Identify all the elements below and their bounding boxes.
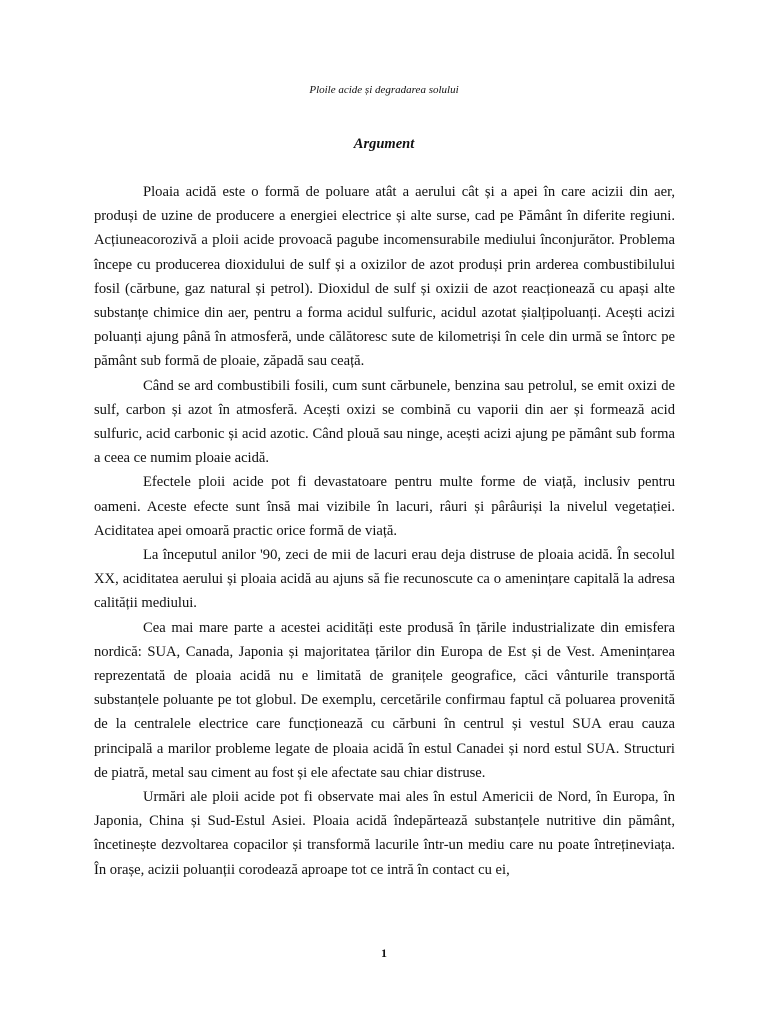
paragraph: Urmări ale ploii acide pot fi observate mai ales în estul Americii de Nord, în Europa, în Japonia, China și Sud-Estul Asiei. Ploaia acidă îndepărtează substanțele nutritive din pământ, încetinește dezvoltarea copacilor și transformă lacurile într-un mediu care nu poate întrețineviața. În orașe, acizii poluanții corodează aproape tot ce intră în contact cu ei, (94, 789, 675, 878)
body-text (94, 180, 675, 882)
running-header: Ploile acide și degradarea solului (309, 84, 459, 96)
paragraph: Când se ard combustibili fosili, cum sunt cărbunele, benzina sau petrolul, se emit oxizi de sulf, carbon și azot în atmosferă. Acești oxizi se combină cu vaporii din aer și formează acid sulfuric, acid carbonic și acid azotic. Când plouă sau ninge, acești acizi ajung pe pământ sub forma a ceea ce numim ploaie acidă. (94, 377, 675, 467)
paragraph: Ploaia acidă este o formă de poluare atât a aerului cât și a apei în care acizii din aer, produși de uzine de producere a energiei electrice și alte surse, cad pe Pământ în diferite regiuni. Acțiuneacorozivă a ploii acide provoacă pagube incomensurabile mediului înconjurător. Problema începe cu producerea dioxidului de sulf și a oxizilor de azot produși prin arderea combustibilului fosil (cărbune, gaz natural și petrol). Dioxidul de sulf și oxizii de azot reacționează cu apași alte substanțe chimice din aer, pentru a forma acidul sulfuric, acidul azotat șialțipoluanți. Acești acizi poluanți ajung până în atmosferă, unde călătoresc sute de kilometriși în cele din urmă se întorc pe pământ sub formă de ploaie, zăpadă sau ceață. (94, 184, 675, 370)
page-number: 1 (381, 946, 387, 960)
document-title: Argument (353, 136, 415, 152)
paragraph: La începutul anilor '90, zeci de mii de lacuri erau deja distruse de ploaia acidă. În secolul XX, aciditatea aerului și ploaia acidă au ajuns să fie recunoscute ca o amenințare capitală la adresa calității mediului. (94, 547, 675, 612)
paragraph: Efectele ploii acide pot fi devastatoare pentru multe forme de viață, inclusiv pentru oameni. Aceste efecte sunt însă mai vizibile în lacuri, râuri și pârâuriși la nivelul vegetației. Aciditatea apei omoară practic orice formă de viață. (94, 474, 675, 539)
paragraph: Cea mai mare parte a acestei acidități este produsă în țările industrializate din emisfera nordică: SUA, Canada, Japonia și majoritatea țărilor din Europa de Est și de Vest. Amenințarea reprezentată de ploaia acidă nu e limitată de granițele geografice, căci vânturile transportă substanțele poluante pe tot globul. De exemplu, cercetările confirmau faptul că poluarea provenită de la centralele electrice care funcționează cu cărbuni în centrul și vestul SUA erau cauza principală a marilor probleme legate de ploaia acidă în estul Canadei și nord estul SUA. Structuri de piatră, metal sau ciment au fost și ele afectate sau chiar distruse. (94, 619, 675, 781)
